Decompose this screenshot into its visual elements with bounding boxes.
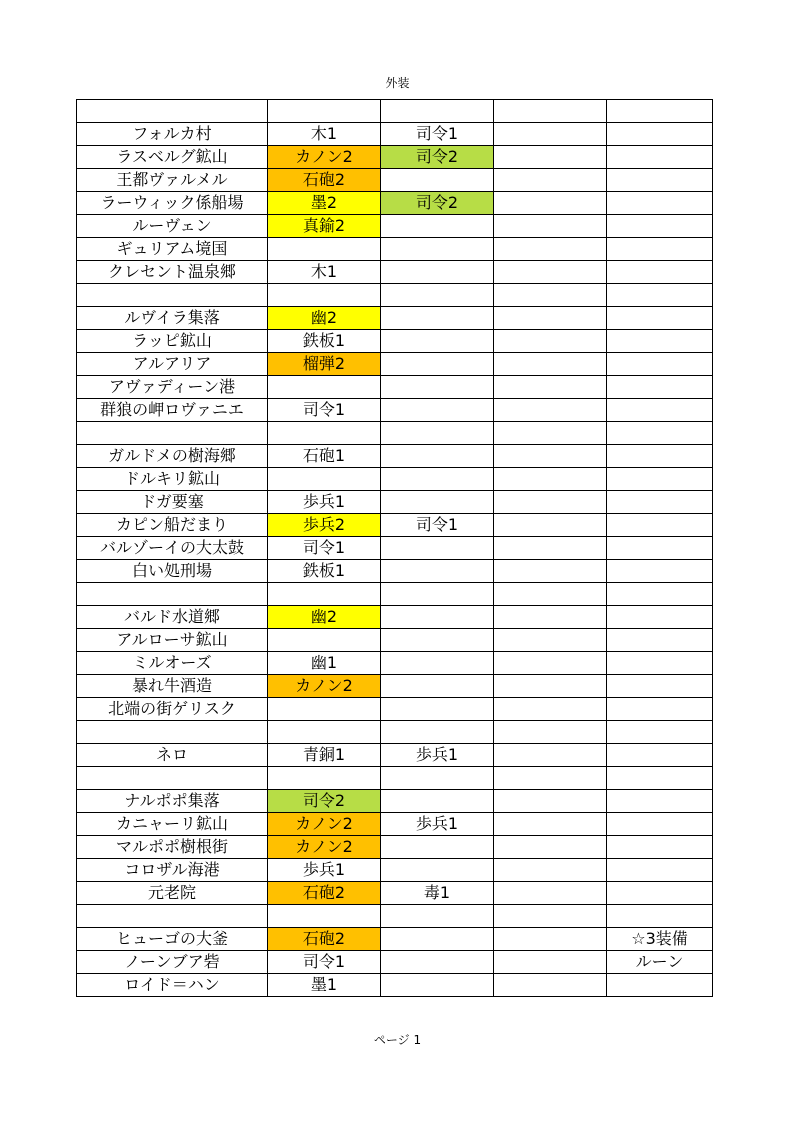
equipment-cell: [607, 491, 713, 514]
equipment-cell: [607, 767, 713, 790]
table-row: [77, 606, 713, 629]
location-cell: アルアリア: [77, 353, 268, 376]
table-row: [77, 169, 713, 192]
equipment-cell: [268, 629, 381, 652]
table-row: [77, 836, 713, 859]
table-row: [77, 215, 713, 238]
equipment-cell: [494, 974, 607, 997]
location-cell: [77, 100, 268, 123]
equipment-cell: [494, 882, 607, 905]
equipment-cell: [494, 330, 607, 353]
equipment-cell: [607, 813, 713, 836]
equipment-cell: [607, 307, 713, 330]
table-row: [77, 767, 713, 790]
equipment-cell: [607, 192, 713, 215]
equipment-cell: [607, 445, 713, 468]
location-cell: ナルポポ集落: [77, 790, 268, 813]
location-cell: ヒューゴの大釜: [77, 928, 268, 951]
equipment-cell: [268, 721, 381, 744]
equipment-cell: [607, 330, 713, 353]
equipment-cell: [494, 399, 607, 422]
location-cell: アルローサ鉱山: [77, 629, 268, 652]
location-cell: ルヴイラ集落: [77, 307, 268, 330]
spreadsheet-table: [76, 99, 713, 997]
equipment-cell: [381, 790, 494, 813]
location-cell: ドルキリ鉱山: [77, 468, 268, 491]
equipment-cell: 司令2: [381, 192, 494, 215]
equipment-cell: [607, 882, 713, 905]
location-cell: マルポポ樹根街: [77, 836, 268, 859]
equipment-cell: [494, 813, 607, 836]
equipment-cell: [381, 353, 494, 376]
equipment-cell: [607, 215, 713, 238]
table-row: [77, 882, 713, 905]
equipment-cell: [494, 353, 607, 376]
equipment-cell: [494, 629, 607, 652]
equipment-cell: [381, 307, 494, 330]
location-cell: 白い処刑場: [77, 560, 268, 583]
equipment-cell: 石砲2: [268, 928, 381, 951]
equipment-cell: 幽1: [268, 652, 381, 675]
equipment-cell: [381, 905, 494, 928]
location-cell: クレセント温泉郷: [77, 261, 268, 284]
equipment-cell: 榴弾2: [268, 353, 381, 376]
equipment-cell: [268, 583, 381, 606]
equipment-cell: [494, 445, 607, 468]
location-cell: 群狼の岬ロヴァニエ: [77, 399, 268, 422]
equipment-cell: [494, 836, 607, 859]
equipment-cell: [381, 928, 494, 951]
equipment-cell: [381, 698, 494, 721]
equipment-cell: カノン2: [268, 836, 381, 859]
table-row: [77, 261, 713, 284]
equipment-cell: [494, 951, 607, 974]
equipment-cell: [607, 744, 713, 767]
location-cell: ガルドメの樹海郷: [77, 445, 268, 468]
equipment-cell: 石砲2: [268, 882, 381, 905]
location-cell: [77, 767, 268, 790]
location-cell: ラスベルグ鉱山: [77, 146, 268, 169]
equipment-cell: 木1: [268, 261, 381, 284]
equipment-cell: [607, 353, 713, 376]
equipment-cell: [268, 376, 381, 399]
equipment-cell: [494, 583, 607, 606]
equipment-cell: [494, 468, 607, 491]
table-row: [77, 905, 713, 928]
equipment-cell: [268, 284, 381, 307]
equipment-cell: 石砲2: [268, 169, 381, 192]
equipment-cell: [381, 238, 494, 261]
equipment-cell: 歩兵1: [268, 859, 381, 882]
equipment-cell: [381, 721, 494, 744]
table-row: [77, 100, 713, 123]
table-row: [77, 445, 713, 468]
table-row: [77, 560, 713, 583]
equipment-cell: 歩兵1: [268, 491, 381, 514]
equipment-cell: カノン2: [268, 675, 381, 698]
equipment-cell: [268, 422, 381, 445]
equipment-cell: 司令1: [381, 514, 494, 537]
equipment-cell: [607, 422, 713, 445]
equipment-cell: [607, 790, 713, 813]
equipment-cell: 墨2: [268, 192, 381, 215]
equipment-cell: [494, 192, 607, 215]
equipment-cell: [494, 238, 607, 261]
equipment-cell: [381, 491, 494, 514]
equipment-cell: [268, 698, 381, 721]
equipment-cell: 幽2: [268, 606, 381, 629]
location-cell: [77, 721, 268, 744]
location-cell: ラッピ鉱山: [77, 330, 268, 353]
table-row: [77, 123, 713, 146]
table-row: [77, 974, 713, 997]
equipment-cell: [494, 675, 607, 698]
location-cell: ラーウィック係船場: [77, 192, 268, 215]
table-row: [77, 146, 713, 169]
equipment-cell: [607, 859, 713, 882]
equipment-cell: [607, 652, 713, 675]
table-row: [77, 238, 713, 261]
table-row: [77, 353, 713, 376]
table-row: [77, 192, 713, 215]
equipment-cell: ☆3装備: [607, 928, 713, 951]
table-row: [77, 583, 713, 606]
equipment-cell: [494, 261, 607, 284]
equipment-cell: [268, 905, 381, 928]
location-cell: カピン船だまり: [77, 514, 268, 537]
equipment-cell: [494, 123, 607, 146]
table-row: [77, 790, 713, 813]
equipment-cell: [494, 606, 607, 629]
table-row: [77, 813, 713, 836]
equipment-cell: [381, 284, 494, 307]
location-cell: [77, 422, 268, 445]
equipment-cell: [494, 859, 607, 882]
table-row: [77, 422, 713, 445]
table-row: [77, 629, 713, 652]
location-cell: ノーンブア砦: [77, 951, 268, 974]
equipment-cell: [494, 698, 607, 721]
equipment-cell: [381, 169, 494, 192]
equipment-cell: [381, 376, 494, 399]
equipment-cell: [494, 284, 607, 307]
equipment-cell: 毒1: [381, 882, 494, 905]
location-cell: ロイド＝ハン: [77, 974, 268, 997]
equipment-cell: [607, 836, 713, 859]
equipment-cell: カノン2: [268, 813, 381, 836]
equipment-cell: [607, 675, 713, 698]
table-row: [77, 468, 713, 491]
equipment-cell: [607, 698, 713, 721]
equipment-cell: [381, 215, 494, 238]
equipment-cell: [607, 399, 713, 422]
equipment-cell: [494, 652, 607, 675]
equipment-cell: 鉄板1: [268, 560, 381, 583]
table-row: [77, 330, 713, 353]
equipment-cell: [494, 928, 607, 951]
equipment-cell: [381, 836, 494, 859]
location-cell: 王都ヴァルメル: [77, 169, 268, 192]
location-cell: [77, 905, 268, 928]
table-row: [77, 284, 713, 307]
equipment-cell: [494, 169, 607, 192]
table-row: [77, 307, 713, 330]
equipment-cell: [494, 767, 607, 790]
equipment-cell: 鉄板1: [268, 330, 381, 353]
equipment-cell: [381, 583, 494, 606]
equipment-cell: [494, 491, 607, 514]
equipment-cell: [381, 652, 494, 675]
equipment-cell: [494, 744, 607, 767]
equipment-cell: [607, 629, 713, 652]
equipment-cell: [268, 468, 381, 491]
equipment-cell: [607, 514, 713, 537]
equipment-cell: [381, 100, 494, 123]
equipment-cell: [381, 560, 494, 583]
location-cell: フォルカ村: [77, 123, 268, 146]
table-row: [77, 652, 713, 675]
equipment-cell: [607, 284, 713, 307]
equipment-cell: [381, 399, 494, 422]
equipment-cell: [381, 330, 494, 353]
location-cell: ルーヴェン: [77, 215, 268, 238]
equipment-cell: [607, 468, 713, 491]
equipment-cell: カノン2: [268, 146, 381, 169]
equipment-cell: ルーン: [607, 951, 713, 974]
equipment-cell: [607, 537, 713, 560]
location-cell: [77, 583, 268, 606]
location-cell: バルド水道郷: [77, 606, 268, 629]
equipment-cell: [494, 215, 607, 238]
table-row: [77, 491, 713, 514]
location-cell: ギュリアム境国: [77, 238, 268, 261]
equipment-cell: [381, 974, 494, 997]
equipment-cell: 墨1: [268, 974, 381, 997]
equipment-cell: [381, 468, 494, 491]
location-cell: コロザル海港: [77, 859, 268, 882]
table-row: [77, 951, 713, 974]
equipment-cell: 司令1: [268, 951, 381, 974]
equipment-cell: 司令1: [268, 399, 381, 422]
table-row: [77, 376, 713, 399]
location-cell: 元老院: [77, 882, 268, 905]
equipment-cell: [268, 238, 381, 261]
equipment-cell: [381, 859, 494, 882]
equipment-cell: 木1: [268, 123, 381, 146]
equipment-cell: 青銅1: [268, 744, 381, 767]
location-cell: 暴れ牛酒造: [77, 675, 268, 698]
location-cell: ミルオーズ: [77, 652, 268, 675]
equipment-cell: [494, 146, 607, 169]
location-cell: 北端の街ゲリスク: [77, 698, 268, 721]
equipment-cell: [494, 376, 607, 399]
equipment-cell: 幽2: [268, 307, 381, 330]
equipment-cell: [607, 974, 713, 997]
equipment-cell: [607, 905, 713, 928]
equipment-cell: [607, 583, 713, 606]
table-row: [77, 928, 713, 951]
equipment-cell: [607, 238, 713, 261]
location-cell: ネロ: [77, 744, 268, 767]
equipment-cell: [607, 721, 713, 744]
equipment-cell: [494, 905, 607, 928]
equipment-cell: [381, 675, 494, 698]
equipment-cell: [607, 123, 713, 146]
equipment-cell: [494, 560, 607, 583]
location-cell: バルゾーイの大太鼓: [77, 537, 268, 560]
equipment-cell: [607, 100, 713, 123]
location-cell: カニャーリ鉱山: [77, 813, 268, 836]
table-row: [77, 859, 713, 882]
location-cell: ドガ要塞: [77, 491, 268, 514]
equipment-cell: [494, 422, 607, 445]
equipment-cell: 歩兵1: [381, 813, 494, 836]
equipment-cell: 司令2: [268, 790, 381, 813]
equipment-cell: [494, 100, 607, 123]
table-row: [77, 514, 713, 537]
table-row: [77, 399, 713, 422]
equipment-cell: [381, 951, 494, 974]
table-row: [77, 537, 713, 560]
page-header: 外装: [385, 76, 410, 90]
equipment-cell: 司令2: [381, 146, 494, 169]
equipment-cell: [494, 790, 607, 813]
equipment-cell: [494, 514, 607, 537]
equipment-cell: [381, 537, 494, 560]
equipment-cell: [268, 767, 381, 790]
equipment-cell: 司令1: [268, 537, 381, 560]
location-cell: アヴァディーン港: [77, 376, 268, 399]
equipment-cell: 歩兵1: [381, 744, 494, 767]
equipment-cell: [381, 445, 494, 468]
equipment-cell: [381, 767, 494, 790]
equipment-cell: [494, 307, 607, 330]
equipment-cell: [607, 261, 713, 284]
equipment-cell: [607, 146, 713, 169]
table-row: [77, 675, 713, 698]
equipment-cell: [607, 560, 713, 583]
equipment-cell: [381, 606, 494, 629]
equipment-cell: [494, 537, 607, 560]
table-row: [77, 698, 713, 721]
equipment-cell: [381, 629, 494, 652]
equipment-cell: [268, 100, 381, 123]
equipment-cell: [607, 606, 713, 629]
equipment-cell: 石砲1: [268, 445, 381, 468]
equipment-cell: [607, 169, 713, 192]
page-footer: ページ 1: [373, 1033, 422, 1047]
location-cell: [77, 284, 268, 307]
equipment-cell: 歩兵2: [268, 514, 381, 537]
table-row: [77, 721, 713, 744]
equipment-cell: 真鍮2: [268, 215, 381, 238]
equipment-cell: [381, 261, 494, 284]
equipment-cell: [607, 376, 713, 399]
equipment-cell: 司令1: [381, 123, 494, 146]
equipment-cell: [381, 422, 494, 445]
spreadsheet-body: [77, 100, 713, 997]
table-row: [77, 744, 713, 767]
equipment-cell: [494, 721, 607, 744]
